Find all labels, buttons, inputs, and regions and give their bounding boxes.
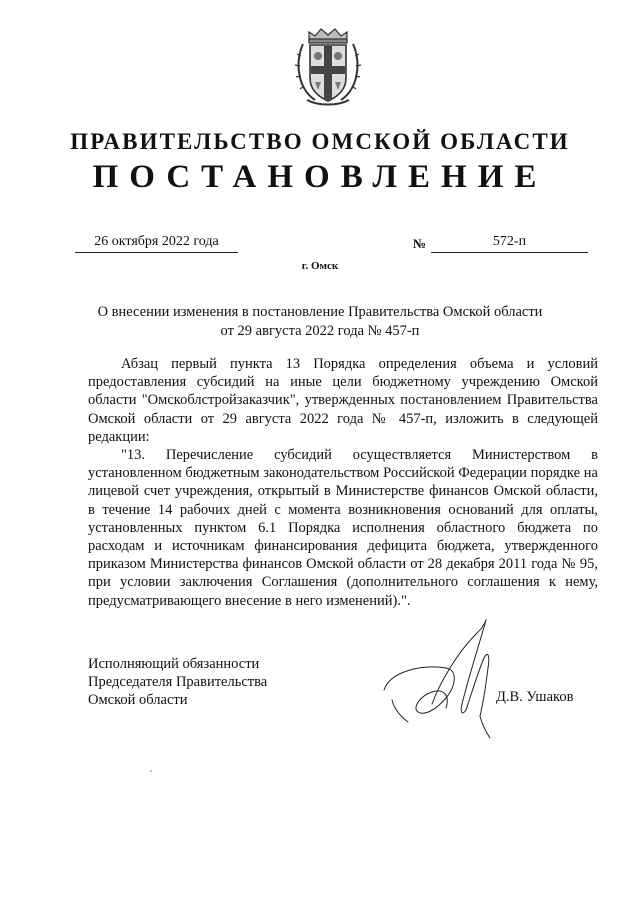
body-paragraph-1: Абзац первый пункта 13 Порядка определения объема и условий предоставления субсидий на иные цели бюджетному учреждению Омской области "Омскоблстройзаказчик", утвержденных постановлением Правительства Омской области от 29 августа 2022 года № 457-п, изложить в следующей редакции: [88,356,598,445]
decree-subject [60,303,580,341]
decree-date: 26 октября 2022 года [75,232,238,253]
coat-of-arms-icon [293,26,363,106]
number-sign: № [413,236,427,251]
organization-title: ПРАВИТЕЛЬСТВО ОМСКОЙ ОБЛАСТИ [70,129,570,154]
subject-line-1: О внесении изменения в постановление Правительства Омской области [97,304,543,320]
decree-body [88,355,598,610]
signatory-title [88,655,267,709]
body-paragraph-2: "13. Перечисление субсидий осуществляется Министерством в установленном бюджетным законодательством Российской Федерации порядке на лицевой счет учреждения, открытый в Министерстве финансов Омской области, в течение 14 рабочих дней с момента возникновения оснований для оплаты, установленных пунктом 6.1 Порядка исполнения областного бюджета по расходам и источникам финансирования дефицита бюджета, утвержденного приказом Министерства финансов Омской области от 28 декабря 2011 года № 95, при условии заключения Соглашения (дополнительного соглашения к нему, предусматривающего внесение в него изменений).". [88,447,598,609]
scan-artifact [150,770,152,772]
handwritten-signature-icon [380,612,520,747]
city-label: г. Омск [301,260,339,272]
signatory-title-line-2: Председателя Правительства [88,674,268,690]
decree-number: 572-п [431,232,588,253]
signatory-title-line-1: Исполняющий обязанности [88,656,260,672]
subject-line-2: от 29 августа 2022 года № 457-п [220,323,420,339]
signatory-title-line-3: Омской области [88,692,188,708]
signatory-name: Д.В. Ушаков [496,689,574,705]
document-type-title: ПОСТАНОВЛЕНИЕ [92,159,548,195]
